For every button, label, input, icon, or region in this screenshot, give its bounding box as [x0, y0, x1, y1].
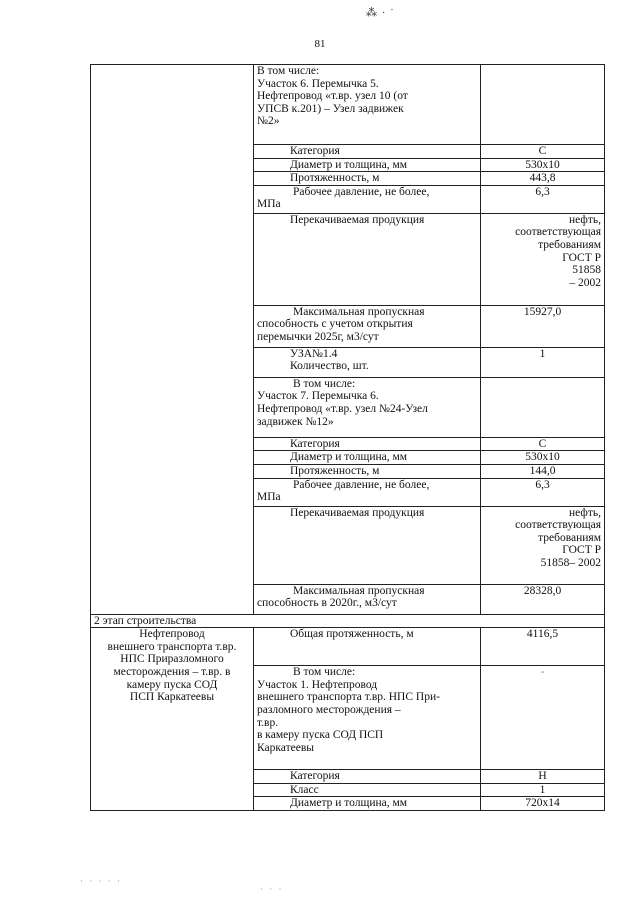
value-cell: 1: [481, 347, 605, 377]
param-cell: Категория: [254, 770, 481, 784]
value-cell: 530х10: [481, 451, 605, 465]
stage-row: [91, 614, 605, 628]
param-cell: Общая протяженность, м: [254, 628, 481, 666]
param-cell: Категория: [254, 145, 481, 159]
param-cell: Диаметр и толщина, мм: [254, 451, 481, 465]
value-cell: 6,3: [481, 478, 605, 506]
value-cell: 15927,0: [481, 305, 605, 347]
param-cell: Максимальная пропускная способность с учетом открытия перемычки 2025г, м3/сут: [254, 305, 481, 347]
param-cell: УЗА№1.4 Количество, шт.: [254, 347, 481, 377]
param-cell: Протяженность, м: [254, 172, 481, 186]
value-cell: 28328,0: [481, 584, 605, 614]
param-cell: Диаметр и толщина, мм: [254, 158, 481, 172]
param-cell: Максимальная пропускная способность в 2020г., м3/сут: [254, 584, 481, 614]
param-cell: Класс: [254, 783, 481, 797]
value-cell: 443,8: [481, 172, 605, 186]
scan-noise: · · · · ·: [80, 876, 122, 886]
value-cell: [481, 377, 605, 437]
stage-heading: 2 этап строительства: [91, 614, 605, 628]
table-row: [91, 65, 605, 145]
object-cell-empty: [91, 65, 254, 615]
param-cell: Перекачиваемая продукция: [254, 213, 481, 305]
value-cell: С: [481, 437, 605, 451]
param-cell: Рабочее давление, не более, МПа: [254, 478, 481, 506]
param-cell: Протяженность, м: [254, 464, 481, 478]
value-cell: 720х14: [481, 797, 605, 811]
scan-mark: ⁂ · ˙: [366, 7, 395, 19]
param-cell: В том числе: Участок 1. Нефтепровод внешнего транспорта т.вр. НПС При- разломного месторождения – т.вр. в камеру пуска СОД ПСП Каркатеевы: [254, 666, 481, 770]
value-cell: 6,3: [481, 185, 605, 213]
param-cell: Перекачиваемая продукция: [254, 506, 481, 584]
value-cell: 530х10: [481, 158, 605, 172]
param-cell: Диаметр и толщина, мм: [254, 797, 481, 811]
table-row: [91, 628, 605, 666]
param-cell: Рабочее давление, не более, МПа: [254, 185, 481, 213]
value-cell: Н: [481, 770, 605, 784]
value-cell: -: [481, 666, 605, 770]
object-name-cell: Нефтепровод внешнего транспорта т.вр. НПС Приразломного месторождения – т.вр. в камеру пуска СОД ПСП Каркатеевы: [91, 628, 254, 811]
value-cell: нефть, соответствующая требованиям ГОСТ Р 51858 – 2002: [481, 213, 605, 305]
value-cell: 144,0: [481, 464, 605, 478]
scan-noise: · · ·: [260, 884, 284, 894]
value-cell: 4116,5: [481, 628, 605, 666]
page-number: 81: [314, 38, 326, 50]
param-cell: В том числе: Участок 7. Перемычка 6. Нефтепровод «т.вр. узел №24-Узел задвижек №12»: [254, 377, 481, 437]
value-cell: [481, 65, 605, 145]
param-cell: Категория: [254, 437, 481, 451]
value-cell: С: [481, 145, 605, 159]
spec-table: [90, 64, 605, 811]
value-cell: нефть, соответствующая требованиям ГОСТ Р 51858– 2002: [481, 506, 605, 584]
value-cell: 1: [481, 783, 605, 797]
param-cell: В том числе: Участок 6. Перемычка 5. Нефтепровод «т.вр. узел 10 (от УПСВ к.201) – Узел задвижек №2»: [254, 65, 481, 145]
